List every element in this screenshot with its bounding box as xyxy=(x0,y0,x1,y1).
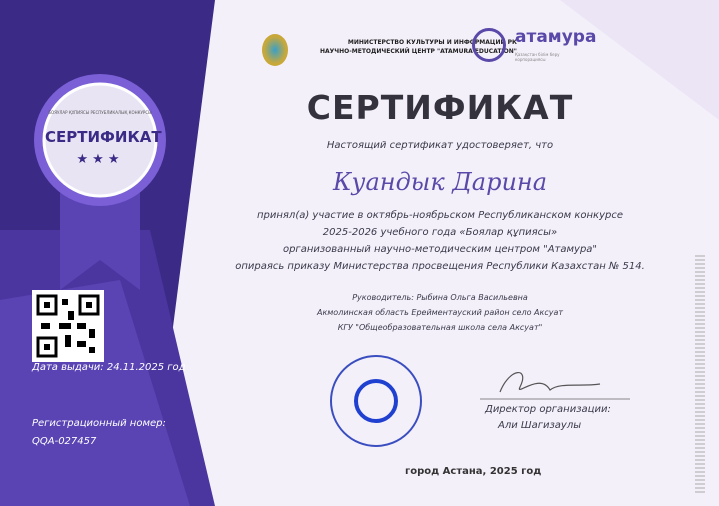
place-date: город Астана, 2025 год xyxy=(405,466,542,477)
badge-title: СЕРТИФИКАТ xyxy=(45,128,162,146)
certificate-title: СЕРТИФИКАТ xyxy=(306,88,574,127)
atamura-logo-icon xyxy=(472,28,506,62)
reg-number: QQA-027457 xyxy=(32,436,97,447)
signature xyxy=(480,362,630,402)
issue-date: Дата выдачи: 24.11.2025 год xyxy=(32,362,186,373)
signer-role: Директор организации: xyxy=(485,404,611,415)
signer-name: Али Шагизаулы xyxy=(498,420,582,431)
recipient-name: Куандык Дарина xyxy=(332,168,548,196)
reg-label: Регистрационный номер: xyxy=(32,418,166,429)
qr-code xyxy=(32,290,104,362)
vertical-legal-text xyxy=(695,255,705,495)
organization-stamp xyxy=(330,355,422,447)
intro-text: Настоящий сертификат удостоверяет, что xyxy=(326,140,554,151)
brand-tagline: Қазақстан білім беру корпорациясы xyxy=(515,52,560,62)
details-text: Руководитель: Рыбина Ольга Васильевна Акмолинская область Ерейментауский район село Аксуат КГУ "Общеобразовательная школа села Аксуат" xyxy=(316,293,564,332)
body-text: принял(а) участие в октябрь-ноябрьском Республиканском конкурсе 2025-2026 учебного года «Боялар құпиясы» организованный научно-методическим центром "Атамура" опираясь приказу Министерства просвещения Республики Казахстан № 514. xyxy=(235,210,645,272)
ministry-text: МИНИСТЕРСТВО КУЛЬТУРЫ И ИНФОРМАЦИИ РК НАУЧНО-МЕТОДИЧЕСКИЙ ЦЕНТР "ATAMURA EDUCATION" xyxy=(320,39,517,55)
badge-subtitle: БОЯУЛАР ҚҰПИЯСЫ РЕСПУБЛИКАЛЫҚ КОНКУРСЫ xyxy=(48,110,152,115)
brand-name: атамура xyxy=(515,27,597,47)
kazakhstan-emblem-icon xyxy=(262,34,288,66)
stars-icon: ★★★ xyxy=(76,152,124,167)
